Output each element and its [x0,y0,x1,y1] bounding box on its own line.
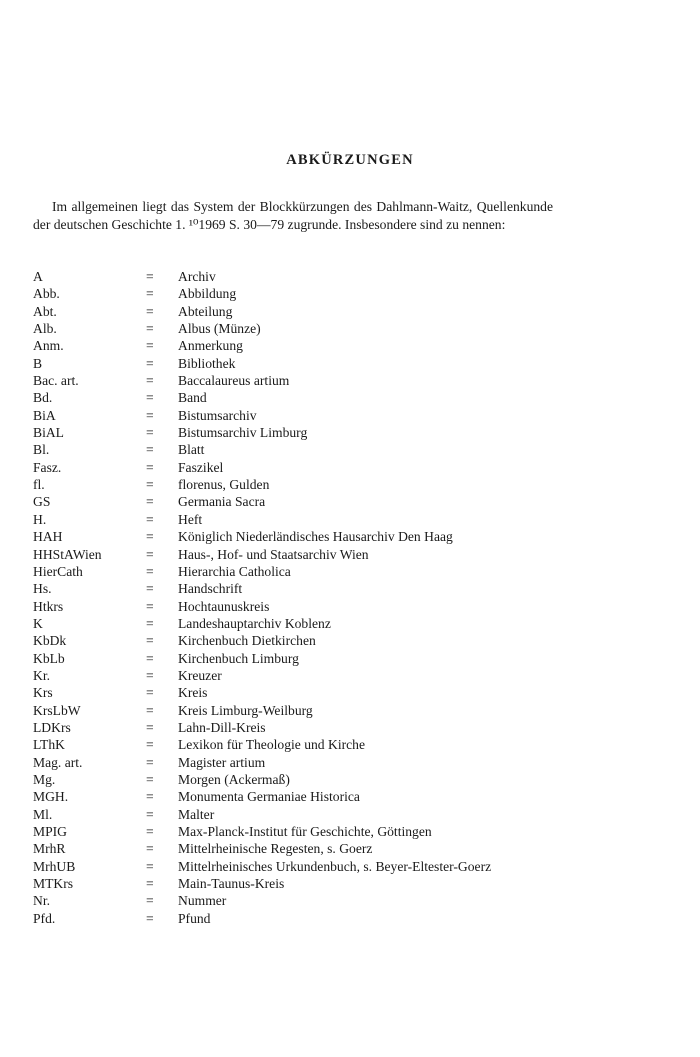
abbreviation-term: Pfd. [33,910,56,926]
abbreviation-meaning: Magister artium [178,754,266,770]
abbreviation-meaning: Baccalaureus artium [178,373,290,389]
abbreviation-meaning: Haus-, Hof- und Staatsarchiv Wien [178,546,369,562]
abbreviation-term: Mag. art. [33,754,83,770]
abbreviation-term: HAH [33,529,63,545]
abbreviation-meaning: Abbildung [178,286,237,302]
abbreviation-term: MPIG [33,824,67,839]
abbreviation-meaning: Königlich Niederländisches Hausarchiv Den Haag [178,529,453,545]
equals-sign: = [146,771,154,787]
equals-sign: = [146,581,154,597]
equals-sign: = [146,893,154,909]
abbreviation-row [33,667,653,684]
abbreviation-row [33,546,653,563]
abbreviation-row [33,459,653,476]
abbreviation-term: Bd. [33,390,53,406]
equals-sign: = [146,563,154,579]
abbreviation-meaning: Albus (Münze) [178,321,261,337]
abbreviation-row [33,424,653,441]
abbreviation-meaning: Kreis Limburg-Weilburg [178,702,313,718]
abbreviation-term: Anm. [33,338,64,354]
abbreviation-meaning: Monumenta Germaniae Historica [178,789,360,805]
abbreviation-meaning: Band [178,390,207,406]
abbreviation-meaning: Handschrift [178,581,243,597]
equals-sign: = [146,511,154,527]
equals-sign: = [146,286,154,302]
abbreviation-row [33,823,653,840]
equals-sign: = [146,407,154,423]
abbreviation-term: Htkrs [33,598,64,614]
abbreviation-row [33,407,653,424]
abbreviation-term: MGH. [33,789,69,805]
equals-sign: = [146,598,154,614]
abbreviation-meaning: Max-Planck-Institut für Geschichte, Göttingen [178,824,432,839]
abbreviation-term: BiA [33,407,56,423]
abbreviation-row [33,511,653,528]
abbreviation-term: Abb. [33,286,60,302]
abbreviation-meaning: florenus, Gulden [178,477,270,493]
abbreviation-meaning: Bibliothek [178,355,236,371]
abbreviation-row [33,806,653,823]
equals-sign: = [146,876,154,892]
equals-sign: = [146,841,154,857]
equals-sign: = [146,633,154,649]
equals-sign: = [146,824,154,839]
abbreviation-term: LThK [33,737,65,753]
equals-sign: = [146,858,154,874]
abbreviation-row [33,285,653,302]
equals-sign: = [146,702,154,718]
abbreviation-row [33,372,653,389]
abbreviation-row [33,528,653,545]
equals-sign: = [146,650,154,666]
abbreviation-term: Abt. [33,303,57,319]
equals-sign: = [146,789,154,805]
abbreviation-row [33,702,653,719]
abbreviation-term: KrsLbW [33,702,81,718]
equals-sign: = [146,425,154,441]
abbreviation-row [33,493,653,510]
equals-sign: = [146,321,154,337]
abbreviation-term: LDKrs [33,719,71,735]
abbreviation-term: Bl. [33,442,50,458]
page-title: ABKÜRZUNGEN [286,151,414,168]
abbreviation-term: Fasz. [33,459,62,475]
abbreviation-row [33,337,653,354]
abbreviation-row [33,355,653,372]
abbreviation-meaning: Bistumsarchiv Limburg [178,425,308,441]
abbreviation-meaning: Hochtaunuskreis [178,598,270,614]
abbreviation-term: H. [33,511,47,527]
abbreviation-row [33,875,653,892]
abbreviation-row [33,910,653,927]
abbreviation-meaning: Archiv [178,269,216,284]
abbreviation-row [33,684,653,701]
equals-sign: = [146,737,154,753]
abbreviation-term: MTKrs [33,876,74,892]
abbreviation-meaning: Faszikel [178,459,224,475]
abbreviation-term: K [33,615,43,631]
abbreviation-row [33,268,653,285]
equals-sign: = [146,667,154,683]
abbreviation-row [33,389,653,406]
abbreviation-meaning: Pfund [178,910,211,926]
abbreviation-row [33,719,653,736]
equals-sign: = [146,754,154,770]
abbreviation-term: GS [33,494,51,510]
abbreviation-term: MrhR [33,841,66,857]
abbreviation-row [33,840,653,857]
abbreviation-row [33,754,653,771]
abbreviation-meaning: Malter [178,806,215,822]
abbreviation-meaning: Lexikon für Theologie und Kirche [178,737,365,753]
equals-sign: = [146,338,154,354]
abbreviation-row [33,650,653,667]
abbreviation-meaning: Landeshauptarchiv Koblenz [178,615,331,631]
abbreviation-term: Krs [33,685,53,701]
abbreviation-meaning: Blatt [178,442,205,458]
equals-sign: = [146,719,154,735]
abbreviation-meaning: Germania Sacra [178,494,266,510]
abbreviation-row [33,892,653,909]
equals-sign: = [146,459,154,475]
abbreviation-list [33,268,653,927]
abbreviation-row [33,441,653,458]
abbreviation-meaning: Mittelrheinische Regesten, s. Goerz [178,841,373,857]
abbreviation-row [33,788,653,805]
abbreviation-row [33,320,653,337]
equals-sign: = [146,269,154,284]
abbreviation-meaning: Bistumsarchiv [178,407,257,423]
abbreviation-term: KbDk [33,633,67,649]
abbreviation-meaning: Lahn-Dill-Kreis [178,719,266,735]
equals-sign: = [146,494,154,510]
abbreviation-term: Kr. [33,667,50,683]
abbreviation-meaning: Kirchenbuch Limburg [178,650,299,666]
equals-sign: = [146,910,154,926]
abbreviation-meaning: Heft [178,511,203,527]
abbreviation-term: BiAL [33,425,64,441]
abbreviation-row [33,736,653,753]
abbreviation-term: Mg. [33,771,56,787]
abbreviation-meaning: Abteilung [178,303,233,319]
abbreviation-term: HHStAWien [33,546,102,562]
abbreviation-meaning: Anmerkung [178,338,243,354]
abbreviation-term: KbLb [33,650,65,666]
abbreviation-row [33,303,653,320]
abbreviation-row [33,632,653,649]
equals-sign: = [146,546,154,562]
abbreviation-term: B [33,355,43,371]
abbreviation-term: Alb. [33,321,57,337]
abbreviation-meaning: Kreuzer [178,667,222,683]
abbreviation-row [33,476,653,493]
abbreviation-term: A [33,269,43,284]
abbreviation-term: HierCath [33,563,83,579]
abbreviation-term: fl. [33,477,45,493]
equals-sign: = [146,477,154,493]
equals-sign: = [146,615,154,631]
equals-sign: = [146,529,154,545]
equals-sign: = [146,303,154,319]
abbreviation-term: Hs. [33,581,52,597]
abbreviation-meaning: Kreis [178,685,208,701]
equals-sign: = [146,355,154,371]
abbreviation-row [33,615,653,632]
abbreviation-meaning: Main-Taunus-Kreis [178,876,285,892]
abbreviation-meaning: Nummer [178,893,227,909]
intro-paragraph: Im allgemeinen liegt das System der Blockkürzungen des Dahlmann-Waitz, Quellenkunde der deutschen Geschichte 1. ¹⁰1969 S. 30—79 zugrunde. Insbesondere sind zu nennen: [33,199,553,232]
abbreviation-meaning: Mittelrheinisches Urkundenbuch, s. Beyer-Eltester-Goerz [178,858,492,874]
abbreviation-row [33,858,653,875]
abbreviation-meaning: Morgen (Ackermaß) [178,771,290,787]
abbreviation-row [33,563,653,580]
abbreviation-term: MrhUB [33,858,76,874]
equals-sign: = [146,373,154,389]
abbreviation-term: Bac. art. [33,373,79,389]
abbreviation-term: Ml. [33,806,53,822]
abbreviation-row [33,598,653,615]
abbreviation-term: Nr. [33,893,50,909]
abbreviation-meaning: Hierarchia Catholica [178,563,291,579]
abbreviation-row [33,580,653,597]
equals-sign: = [146,390,154,406]
equals-sign: = [146,685,154,701]
abbreviation-meaning: Kirchenbuch Dietkirchen [178,633,316,649]
abbreviation-row [33,771,653,788]
equals-sign: = [146,806,154,822]
equals-sign: = [146,442,154,458]
